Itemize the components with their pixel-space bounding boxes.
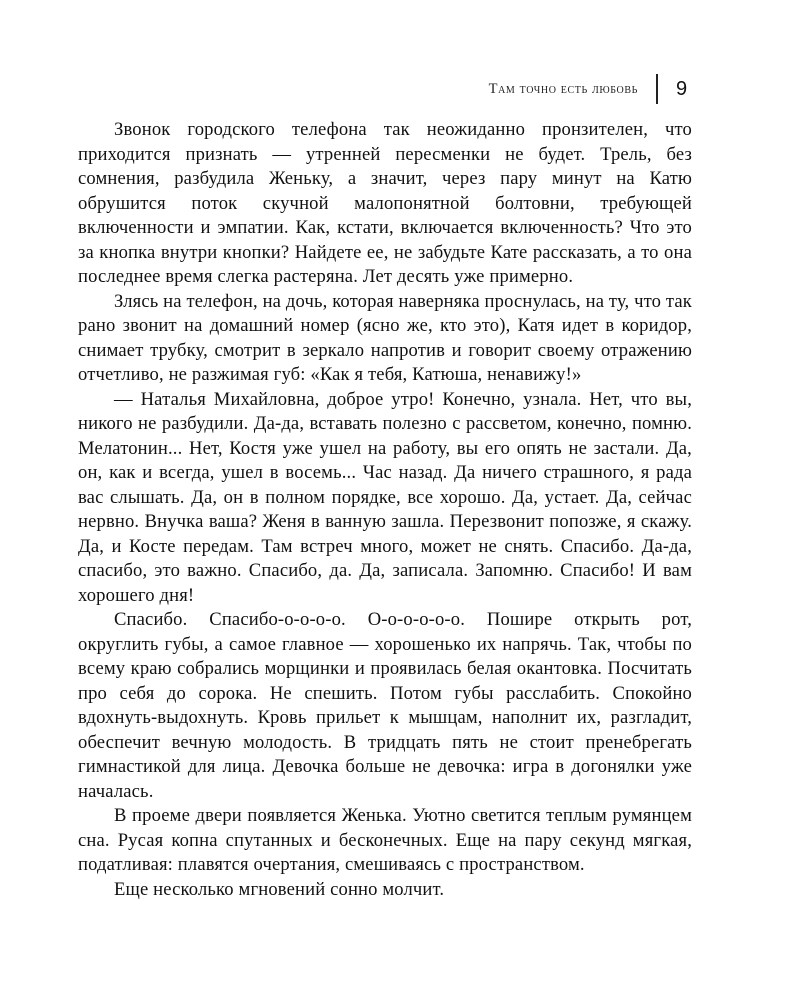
body-text (78, 118, 692, 902)
paragraph: Еще несколько мгновений сонно молчит. (114, 878, 445, 900)
page-number: 9 (676, 77, 688, 100)
running-head (489, 72, 696, 106)
paragraph: Звонок городского телефона так неожиданно пронзителен, что приходится признать — утренней пересменки не будет. Трель, без сомнения, разбудила Женьку, а значит, через пару минут на Катю обрушится поток скучной малопонятной болтовни, требующей включенности и эмпатии. Как, кстати, включается включенность? Что это за кнопка внутри кнопки? Найдете ее, не забудьте Кате рассказать, а то она последнее время слегка растеряна. Лет десять уже примерно. (78, 119, 692, 287)
header-divider (656, 74, 658, 104)
paragraph: Злясь на телефон, на дочь, которая наверняка проснулась, на ту, что так рано звонит на домашний номер (ясно же, кто это), Катя идет в коридор, снимает трубку, смотрит в зеркало напротив и говорит своему отражению отчетливо, не разжимая губ: «Как я тебя, Катюша, ненавижу!» (78, 290, 692, 385)
running-title: Там точно есть любовь (488, 80, 638, 97)
paragraph: В проеме двери появляется Женька. Уютно светится теплым румянцем сна. Русая копна спутанных и бесконечных. Еще на пару секунд мягкая, податливая: плавятся очертания, смешиваясь с пространством. (78, 805, 692, 875)
paragraph: — Наталья Михайловна, доброе утро! Конечно, узнала. Нет, что вы, никого не разбудили. Да-да, вставать полезно с рассветом, конечно, помню. Мелатонин... Нет, Костя уже ушел на работу, вы его опять не застали. Да, он, как и всегда, ушел в восемь... Час назад. Да ничего страшного, я рада вас слышать. Да, он в полном порядке, все хорошо. Да, устает. Да, сейчас нервно. Внучка ваша? Женя в ванную зашла. Перезвонит попозже, я скажу. Да, и Косте передам. Там встреч много, может не снять. Спасибо. Да-да, спасибо, это важно. Спасибо, да. Да, записала. Запомню. Спасибо! И вам хорошего дня! (78, 388, 692, 606)
paragraph: Спасибо. Спасибо-о-о-о-о. О-о-о-о-о-о. Пошире открыть рот, округлить губы, а самое главное — хорошенько их напрячь. Так, чтобы по всему краю собрались морщинки и проявилась белая окантовка. Посчитать про себя до сорока. Не спешить. Потом губы расслабить. Спокойно вдохнуть-выдохнуть. Кровь прильет к мышцам, наполнит их, разгладит, обеспечит вечную молодость. В тридцать пять не стоит пренебрегать гимнастикой для лица. Девочка больше не девочка: игра в догонялки уже началась. (78, 609, 692, 802)
